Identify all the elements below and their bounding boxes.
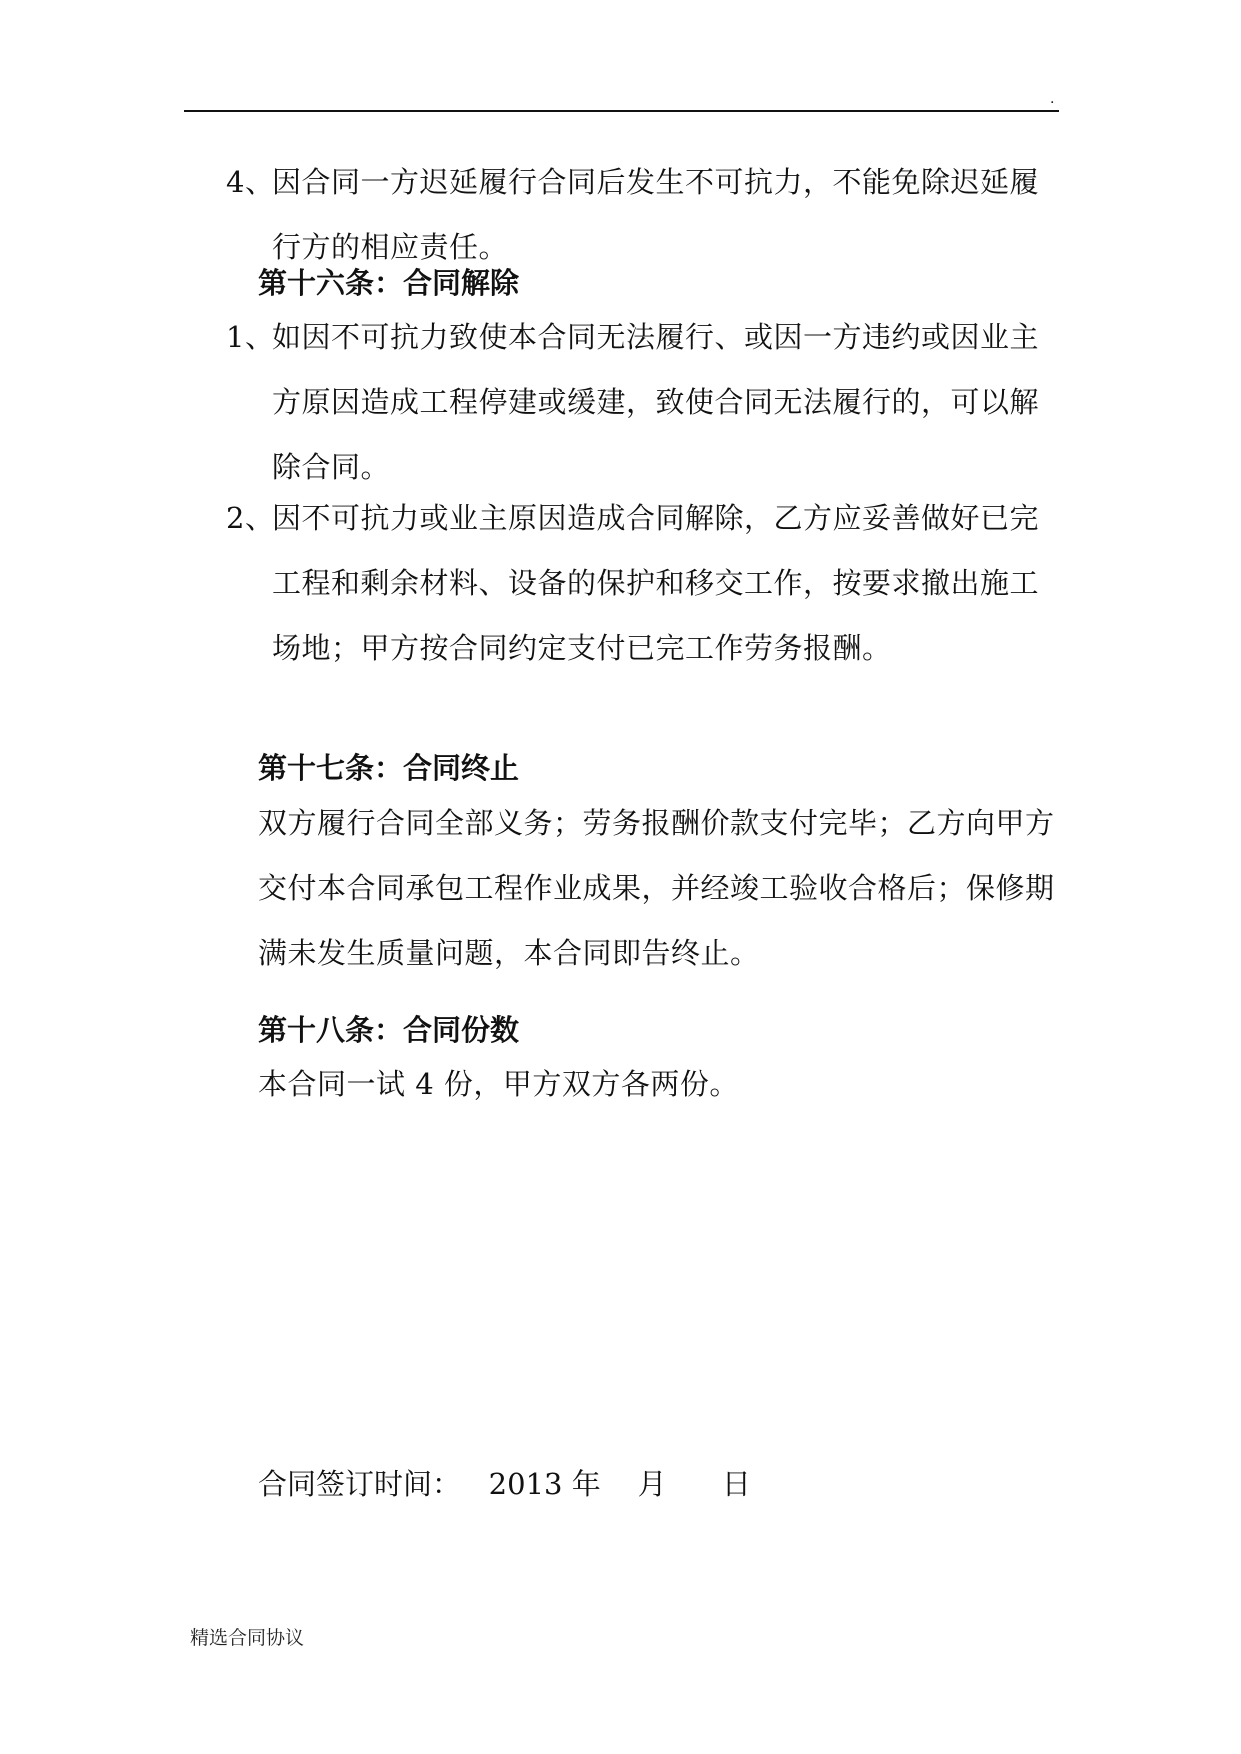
signing-month: 月 [637, 1467, 667, 1501]
clause-item-2 [226, 486, 1062, 681]
signing-line [258, 1464, 751, 1504]
section-heading-17: 第十七条：合同终止 [258, 751, 520, 785]
header-rule [184, 110, 1059, 112]
item-number: 2、 [226, 501, 275, 535]
signing-label: 合同签订时间： [258, 1467, 462, 1501]
signing-day: 日 [721, 1467, 751, 1501]
item-text: 如因不可抗力致使本合同无法履行、或因一方违约或因业主方原因造成工程停建或缓建，致使合同无法履行的，可以解除合同。 [272, 320, 1040, 484]
clause-item-1 [226, 305, 1062, 500]
section-paragraph-18: 本合同一试 4 份，甲方双方各两份。 [258, 1067, 739, 1101]
header-mark: . [1050, 91, 1055, 107]
clause-item-4 [226, 150, 1062, 280]
item-text: 因合同一方迟延履行合同后发生不可抗力，不能免除迟延履行方的相应责任。 [272, 165, 1040, 264]
section-paragraph-17: 双方履行合同全部义务；劳务报酬价款支付完毕；乙方向甲方交付本合同承包工程作业成果，并经竣工验收合格后；保修期满未发生质量问题，本合同即告终止。 [258, 806, 1055, 970]
signing-year: 2013 年 [488, 1467, 601, 1501]
item-number: 4、 [226, 165, 275, 199]
section-heading-16: 第十六条：合同解除 [258, 266, 520, 300]
item-text: 因不可抗力或业主原因造成合同解除，乙方应妥善做好已完工程和剩余材料、设备的保护和移交工作，按要求撤出施工场地；甲方按合同约定支付已完工作劳务报酬。 [272, 501, 1040, 665]
item-number: 1、 [226, 320, 275, 354]
section-heading-18: 第十八条：合同份数 [258, 1013, 520, 1047]
footer-text: 精选合同协议 [190, 1627, 305, 1649]
